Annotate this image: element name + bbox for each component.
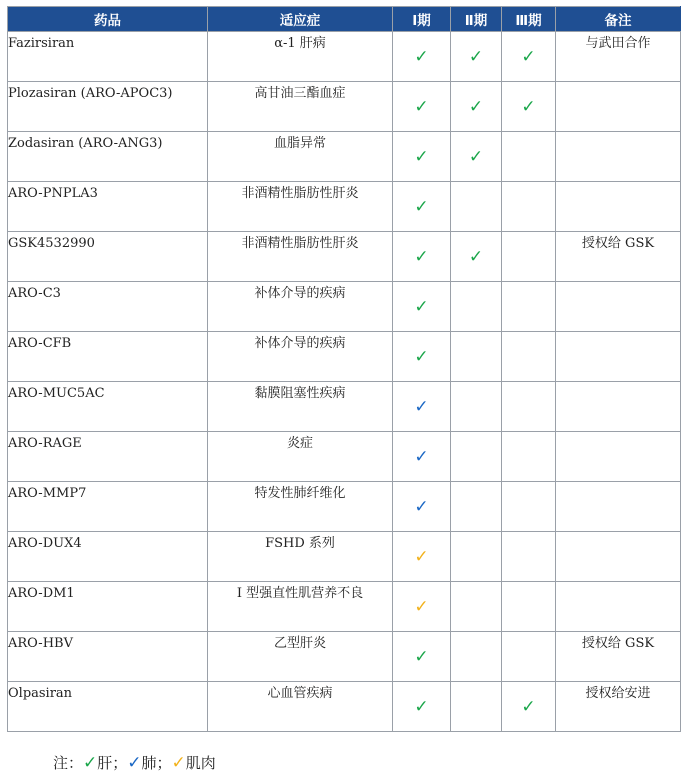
table-header-row	[8, 7, 681, 32]
phase-2-cell	[451, 182, 502, 232]
phase-1-cell	[393, 482, 451, 532]
table-body	[8, 32, 681, 732]
phase-2-cell	[451, 332, 502, 382]
phase-3-cell	[502, 282, 556, 332]
phase-1-cell	[393, 582, 451, 632]
indication-cell: 补体介导的疾病	[208, 282, 393, 332]
liver-check-icon: ✓	[468, 96, 484, 117]
table-row	[8, 632, 681, 682]
header-phase-1: Ⅰ期	[393, 7, 451, 32]
phase-1-cell	[393, 432, 451, 482]
note-cell	[556, 382, 681, 432]
legend-lung-check-icon: ✓	[127, 753, 142, 773]
drug-cell: ARO-DM1	[8, 582, 208, 632]
header-phase-2: Ⅱ期	[451, 7, 502, 32]
pipeline-table	[7, 6, 681, 732]
phase-3-cell	[502, 632, 556, 682]
muscle-check-icon: ✓	[414, 546, 429, 567]
liver-check-icon: ✓	[521, 46, 536, 67]
liver-check-icon: ✓	[414, 696, 429, 717]
table-row	[8, 232, 681, 282]
legend-prefix: 注：	[53, 754, 84, 772]
liver-check-icon: ✓	[414, 646, 429, 667]
header-indication: 适应症	[208, 7, 393, 32]
note-cell: 授权给 GSK	[556, 632, 681, 682]
indication-cell: 心血管疾病	[208, 682, 393, 732]
indication-cell: 非酒精性脂肪性肝炎	[208, 182, 393, 232]
note-cell: 授权给 GSK	[556, 232, 681, 282]
note-cell	[556, 332, 681, 382]
table-row	[8, 132, 681, 182]
phase-1-cell	[393, 32, 451, 82]
table-row	[8, 382, 681, 432]
note-cell	[556, 482, 681, 532]
note-cell	[556, 532, 681, 582]
legend-liver-check-icon: ✓	[83, 753, 98, 773]
header-phase-3: Ⅲ期	[502, 7, 556, 32]
indication-cell: 补体介导的疾病	[208, 332, 393, 382]
table-row	[8, 182, 681, 232]
phase-3-cell	[502, 582, 556, 632]
header-note: 备注	[556, 7, 681, 32]
table-row	[8, 682, 681, 732]
note-cell	[556, 82, 681, 132]
drug-cell: Fazirsiran	[8, 32, 208, 82]
liver-check-icon: ✓	[521, 96, 536, 117]
drug-cell: Zodasiran (ARO-ANG3)	[8, 132, 208, 182]
note-cell: 授权给安进	[556, 682, 681, 732]
table-row	[8, 432, 681, 482]
liver-check-icon: ✓	[414, 196, 429, 217]
drug-cell: ARO-C3	[8, 282, 208, 332]
liver-check-icon: ✓	[414, 246, 429, 267]
legend-muscle-check-icon: ✓	[171, 753, 186, 773]
phase-2-cell	[451, 282, 502, 332]
phase-1-cell	[393, 332, 451, 382]
phase-1-cell	[393, 132, 451, 182]
legend-lung-label: 肺；	[141, 754, 172, 772]
phase-2-cell	[451, 482, 502, 532]
drug-cell: ARO-MUC5AC	[8, 382, 208, 432]
drug-cell: ARO-CFB	[8, 332, 208, 382]
drug-cell: Olpasiran	[8, 682, 208, 732]
note-cell	[556, 132, 681, 182]
phase-1-cell	[393, 232, 451, 282]
indication-cell: 高甘油三酯血症	[208, 82, 393, 132]
phase-2-cell	[451, 232, 502, 282]
phase-2-cell	[451, 82, 502, 132]
phase-1-cell	[393, 382, 451, 432]
liver-check-icon: ✓	[414, 346, 429, 367]
phase-3-cell	[502, 382, 556, 432]
phase-2-cell	[451, 132, 502, 182]
phase-1-cell	[393, 282, 451, 332]
indication-cell: α-1 肝病	[208, 32, 393, 82]
note-cell	[556, 582, 681, 632]
phase-3-cell	[502, 182, 556, 232]
header-drug: 药品	[8, 7, 208, 32]
liver-check-icon: ✓	[414, 296, 429, 317]
liver-check-icon: ✓	[468, 146, 484, 167]
phase-3-cell	[502, 432, 556, 482]
liver-check-icon: ✓	[468, 246, 484, 267]
indication-cell: Ⅰ 型强直性肌营养不良	[208, 582, 393, 632]
phase-3-cell	[502, 532, 556, 582]
table-row	[8, 332, 681, 382]
drug-cell: GSK4532990	[8, 232, 208, 282]
phase-2-cell	[451, 532, 502, 582]
liver-check-icon: ✓	[414, 96, 429, 117]
lung-check-icon: ✓	[414, 446, 429, 467]
drug-cell: ARO-MMP7	[8, 482, 208, 532]
indication-cell: 黏膜阻塞性疾病	[208, 382, 393, 432]
note-cell: 与武田合作	[556, 32, 681, 82]
phase-3-cell	[502, 682, 556, 732]
note-cell	[556, 182, 681, 232]
phase-1-cell	[393, 532, 451, 582]
phase-3-cell	[502, 232, 556, 282]
liver-check-icon: ✓	[468, 46, 484, 67]
drug-cell: ARO-RAGE	[8, 432, 208, 482]
phase-2-cell	[451, 682, 502, 732]
phase-1-cell	[393, 632, 451, 682]
legend	[53, 752, 216, 773]
liver-check-icon: ✓	[414, 46, 429, 67]
note-cell	[556, 282, 681, 332]
phase-2-cell	[451, 32, 502, 82]
phase-3-cell	[502, 482, 556, 532]
phase-3-cell	[502, 132, 556, 182]
drug-cell: Plozasiran (ARO-APOC3)	[8, 82, 208, 132]
lung-check-icon: ✓	[414, 396, 429, 417]
legend-liver-label: 肝；	[97, 754, 128, 772]
phase-2-cell	[451, 582, 502, 632]
indication-cell: 特发性肺纤维化	[208, 482, 393, 532]
note-cell	[556, 432, 681, 482]
phase-1-cell	[393, 82, 451, 132]
lung-check-icon: ✓	[414, 496, 429, 517]
drug-cell: ARO-PNPLA3	[8, 182, 208, 232]
liver-check-icon: ✓	[414, 146, 429, 167]
drug-cell: ARO-HBV	[8, 632, 208, 682]
table-row	[8, 532, 681, 582]
legend-muscle-label: 肌肉	[185, 754, 216, 772]
indication-cell: 炎症	[208, 432, 393, 482]
phase-1-cell	[393, 182, 451, 232]
phase-3-cell	[502, 332, 556, 382]
muscle-check-icon: ✓	[414, 596, 429, 617]
phase-2-cell	[451, 382, 502, 432]
drug-cell: ARO-DUX4	[8, 532, 208, 582]
phase-3-cell	[502, 82, 556, 132]
liver-check-icon: ✓	[521, 696, 536, 717]
table-row	[8, 582, 681, 632]
phase-2-cell	[451, 432, 502, 482]
table-row	[8, 482, 681, 532]
indication-cell: 血脂异常	[208, 132, 393, 182]
table-row	[8, 282, 681, 332]
indication-cell: 非酒精性脂肪性肝炎	[208, 232, 393, 282]
table-row	[8, 82, 681, 132]
indication-cell: FSHD 系列	[208, 532, 393, 582]
indication-cell: 乙型肝炎	[208, 632, 393, 682]
table-row	[8, 32, 681, 82]
phase-1-cell	[393, 682, 451, 732]
phase-3-cell	[502, 32, 556, 82]
phase-2-cell	[451, 632, 502, 682]
